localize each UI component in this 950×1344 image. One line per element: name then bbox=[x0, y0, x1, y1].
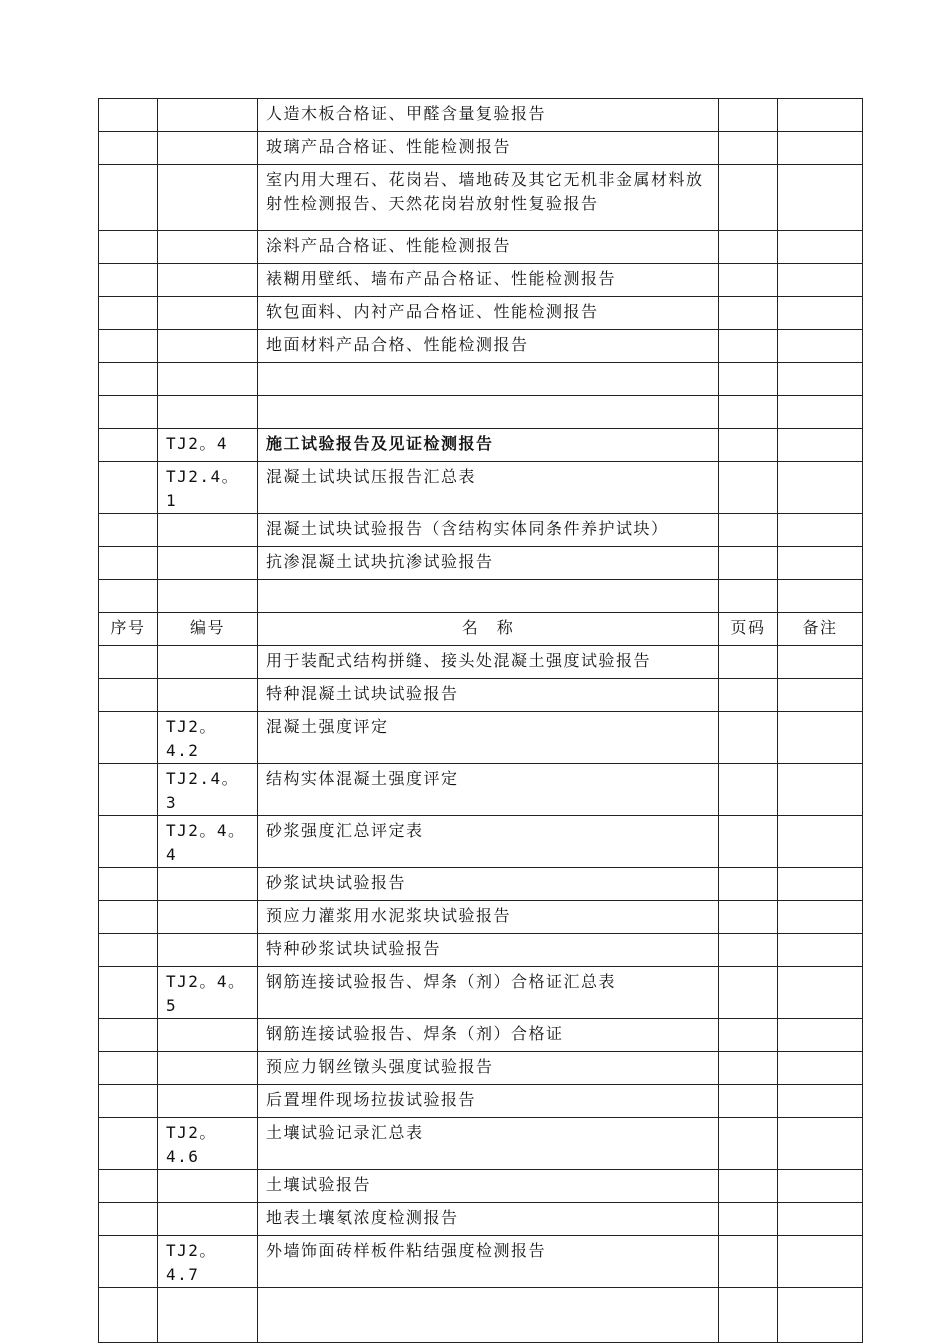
cell-page bbox=[719, 679, 778, 712]
cell-code bbox=[158, 1288, 258, 1343]
cell-seq bbox=[99, 868, 158, 901]
cell-name: 土壤试验报告 bbox=[258, 1170, 719, 1203]
table-row bbox=[99, 764, 863, 816]
cell-name: 施工试验报告及见证检测报告 bbox=[258, 429, 719, 462]
cell-note bbox=[778, 646, 863, 679]
cell-page bbox=[719, 764, 778, 816]
cell-name: 钢筋连接试验报告、焊条（剂）合格证汇总表 bbox=[258, 967, 719, 1019]
cell-note bbox=[778, 514, 863, 547]
cell-code: TJ2。4.7 bbox=[158, 1236, 258, 1288]
table-row bbox=[99, 816, 863, 868]
cell-note bbox=[778, 1288, 863, 1343]
cell-name: 特种混凝土试块试验报告 bbox=[258, 679, 719, 712]
cell-page bbox=[719, 231, 778, 264]
cell-code: TJ2.4。1 bbox=[158, 462, 258, 514]
cell-seq bbox=[99, 1170, 158, 1203]
cell-code bbox=[158, 646, 258, 679]
cell-page bbox=[719, 967, 778, 1019]
cell-seq bbox=[99, 1118, 158, 1170]
cell-code bbox=[158, 580, 258, 613]
cell-code bbox=[158, 934, 258, 967]
cell-page bbox=[719, 646, 778, 679]
table-row bbox=[99, 231, 863, 264]
cell-note bbox=[778, 132, 863, 165]
table-row bbox=[99, 1052, 863, 1085]
cell-page bbox=[719, 816, 778, 868]
cell-code bbox=[158, 363, 258, 396]
cell-seq bbox=[99, 363, 158, 396]
table-row bbox=[99, 99, 863, 132]
table-row bbox=[99, 934, 863, 967]
cell-name bbox=[258, 396, 719, 429]
cell-name: 玻璃产品合格证、性能检测报告 bbox=[258, 132, 719, 165]
cell-note bbox=[778, 1203, 863, 1236]
cell-code: TJ2。4.6 bbox=[158, 1118, 258, 1170]
cell-page bbox=[719, 547, 778, 580]
cell-name bbox=[258, 580, 719, 613]
cell-code bbox=[158, 901, 258, 934]
cell-note bbox=[778, 1019, 863, 1052]
table-row bbox=[99, 901, 863, 934]
table-row bbox=[99, 646, 863, 679]
cell-code: TJ2。4。5 bbox=[158, 967, 258, 1019]
cell-seq bbox=[99, 514, 158, 547]
cell-note bbox=[778, 712, 863, 764]
cell-note bbox=[778, 764, 863, 816]
cell-page bbox=[719, 396, 778, 429]
cell-page bbox=[719, 514, 778, 547]
cell-code: TJ2.4。3 bbox=[158, 764, 258, 816]
cell-code bbox=[158, 396, 258, 429]
cell-seq bbox=[99, 231, 158, 264]
cell-note bbox=[778, 1236, 863, 1288]
cell-note bbox=[778, 1052, 863, 1085]
table-row bbox=[99, 1236, 863, 1288]
cell-page bbox=[719, 1170, 778, 1203]
cell-page bbox=[719, 901, 778, 934]
cell-code bbox=[158, 868, 258, 901]
cell-seq bbox=[99, 1052, 158, 1085]
cell-note bbox=[778, 580, 863, 613]
cell-name: 地面材料产品合格、性能检测报告 bbox=[258, 330, 719, 363]
table-row bbox=[99, 547, 863, 580]
cell-page bbox=[719, 712, 778, 764]
table-row bbox=[99, 429, 863, 462]
cell-note bbox=[778, 1085, 863, 1118]
cell-page bbox=[719, 330, 778, 363]
cell-code bbox=[158, 231, 258, 264]
cell-code bbox=[158, 514, 258, 547]
cell-note bbox=[778, 967, 863, 1019]
table-row bbox=[99, 132, 863, 165]
header-name: 名 称 bbox=[258, 613, 719, 646]
cell-seq bbox=[99, 679, 158, 712]
cell-seq bbox=[99, 396, 158, 429]
cell-code bbox=[158, 1052, 258, 1085]
cell-seq bbox=[99, 1236, 158, 1288]
document-table bbox=[98, 98, 863, 1343]
cell-code: TJ2。4.2 bbox=[158, 712, 258, 764]
cell-page bbox=[719, 1118, 778, 1170]
cell-name: 预应力灌浆用水泥浆块试验报告 bbox=[258, 901, 719, 934]
cell-code bbox=[158, 1019, 258, 1052]
cell-seq bbox=[99, 934, 158, 967]
cell-note bbox=[778, 297, 863, 330]
cell-code bbox=[158, 1170, 258, 1203]
cell-code bbox=[158, 99, 258, 132]
table-row bbox=[99, 679, 863, 712]
cell-seq bbox=[99, 99, 158, 132]
cell-page bbox=[719, 462, 778, 514]
cell-note bbox=[778, 462, 863, 514]
cell-page bbox=[719, 1203, 778, 1236]
cell-page bbox=[719, 580, 778, 613]
table-header-row bbox=[99, 613, 863, 646]
cell-name bbox=[258, 1288, 719, 1343]
table-row bbox=[99, 1085, 863, 1118]
table-row bbox=[99, 462, 863, 514]
header-note: 备注 bbox=[778, 613, 863, 646]
cell-seq bbox=[99, 816, 158, 868]
cell-seq bbox=[99, 132, 158, 165]
cell-note bbox=[778, 679, 863, 712]
table-row bbox=[99, 868, 863, 901]
cell-name: 预应力钢丝镦头强度试验报告 bbox=[258, 1052, 719, 1085]
cell-page bbox=[719, 165, 778, 231]
cell-note bbox=[778, 165, 863, 231]
cell-page bbox=[719, 1288, 778, 1343]
cell-note bbox=[778, 1118, 863, 1170]
table-row bbox=[99, 264, 863, 297]
table-body-top bbox=[99, 99, 863, 613]
cell-note bbox=[778, 901, 863, 934]
header-seq: 序号 bbox=[99, 613, 158, 646]
cell-note bbox=[778, 231, 863, 264]
cell-page bbox=[719, 429, 778, 462]
cell-name: 结构实体混凝土强度评定 bbox=[258, 764, 719, 816]
cell-name: 混凝土强度评定 bbox=[258, 712, 719, 764]
cell-page bbox=[719, 264, 778, 297]
cell-code bbox=[158, 679, 258, 712]
table-row bbox=[99, 580, 863, 613]
cell-code bbox=[158, 1085, 258, 1118]
cell-note bbox=[778, 429, 863, 462]
cell-seq bbox=[99, 264, 158, 297]
table-row bbox=[99, 330, 863, 363]
cell-name: 钢筋连接试验报告、焊条（剂）合格证 bbox=[258, 1019, 719, 1052]
cell-page bbox=[719, 868, 778, 901]
cell-code: TJ2。4 bbox=[158, 429, 258, 462]
cell-code bbox=[158, 547, 258, 580]
cell-code bbox=[158, 1203, 258, 1236]
cell-note bbox=[778, 99, 863, 132]
cell-page bbox=[719, 99, 778, 132]
cell-page bbox=[719, 1052, 778, 1085]
cell-page bbox=[719, 297, 778, 330]
cell-name: 砂浆试块试验报告 bbox=[258, 868, 719, 901]
cell-name bbox=[258, 363, 719, 396]
table-row bbox=[99, 1118, 863, 1170]
cell-page bbox=[719, 1019, 778, 1052]
table-row bbox=[99, 297, 863, 330]
table-row bbox=[99, 1288, 863, 1343]
cell-seq bbox=[99, 967, 158, 1019]
cell-code bbox=[158, 165, 258, 231]
cell-page bbox=[719, 132, 778, 165]
cell-page bbox=[719, 1085, 778, 1118]
cell-seq bbox=[99, 901, 158, 934]
cell-note bbox=[778, 396, 863, 429]
cell-page bbox=[719, 934, 778, 967]
table-row bbox=[99, 1019, 863, 1052]
cell-name: 抗渗混凝土试块抗渗试验报告 bbox=[258, 547, 719, 580]
cell-name: 室内用大理石、花岗岩、墙地砖及其它无机非金属材料放射性检测报告、天然花岗岩放射性复验报告 bbox=[258, 165, 719, 231]
cell-code bbox=[158, 297, 258, 330]
cell-seq bbox=[99, 580, 158, 613]
cell-seq bbox=[99, 165, 158, 231]
cell-name: 后置埋件现场拉拔试验报告 bbox=[258, 1085, 719, 1118]
cell-name: 外墙饰面砖样板件粘结强度检测报告 bbox=[258, 1236, 719, 1288]
cell-seq bbox=[99, 764, 158, 816]
cell-note bbox=[778, 330, 863, 363]
cell-name: 混凝土试块试压报告汇总表 bbox=[258, 462, 719, 514]
cell-name: 砂浆强度汇总评定表 bbox=[258, 816, 719, 868]
cell-code bbox=[158, 330, 258, 363]
table-row bbox=[99, 396, 863, 429]
cell-name: 用于装配式结构拼缝、接头处混凝土强度试验报告 bbox=[258, 646, 719, 679]
table-row bbox=[99, 363, 863, 396]
cell-code bbox=[158, 264, 258, 297]
header-code: 编号 bbox=[158, 613, 258, 646]
cell-seq bbox=[99, 1203, 158, 1236]
cell-name: 涂料产品合格证、性能检测报告 bbox=[258, 231, 719, 264]
table-row bbox=[99, 514, 863, 547]
cell-seq bbox=[99, 1288, 158, 1343]
header-page: 页码 bbox=[719, 613, 778, 646]
cell-seq bbox=[99, 646, 158, 679]
cell-seq bbox=[99, 547, 158, 580]
cell-seq bbox=[99, 712, 158, 764]
cell-note bbox=[778, 816, 863, 868]
cell-note bbox=[778, 547, 863, 580]
cell-page bbox=[719, 1236, 778, 1288]
cell-note bbox=[778, 868, 863, 901]
cell-note bbox=[778, 264, 863, 297]
table-row bbox=[99, 712, 863, 764]
cell-name: 裱糊用壁纸、墙布产品合格证、性能检测报告 bbox=[258, 264, 719, 297]
cell-note bbox=[778, 1170, 863, 1203]
cell-name: 人造木板合格证、甲醛含量复验报告 bbox=[258, 99, 719, 132]
cell-seq bbox=[99, 330, 158, 363]
cell-seq bbox=[99, 297, 158, 330]
cell-page bbox=[719, 363, 778, 396]
cell-code: TJ2。4。4 bbox=[158, 816, 258, 868]
table-row bbox=[99, 967, 863, 1019]
table-body-bottom bbox=[99, 646, 863, 1343]
cell-name: 土壤试验记录汇总表 bbox=[258, 1118, 719, 1170]
cell-seq bbox=[99, 1085, 158, 1118]
table-header-row-group bbox=[99, 613, 863, 646]
cell-name: 地表土壤氡浓度检测报告 bbox=[258, 1203, 719, 1236]
cell-name: 特种砂浆试块试验报告 bbox=[258, 934, 719, 967]
cell-note bbox=[778, 363, 863, 396]
cell-seq bbox=[99, 429, 158, 462]
table-row bbox=[99, 1203, 863, 1236]
cell-name: 软包面料、内衬产品合格证、性能检测报告 bbox=[258, 297, 719, 330]
table-row bbox=[99, 1170, 863, 1203]
cell-note bbox=[778, 934, 863, 967]
cell-seq bbox=[99, 1019, 158, 1052]
cell-name: 混凝土试块试验报告（含结构实体同条件养护试块） bbox=[258, 514, 719, 547]
table-row bbox=[99, 165, 863, 231]
cell-seq bbox=[99, 462, 158, 514]
cell-code bbox=[158, 132, 258, 165]
